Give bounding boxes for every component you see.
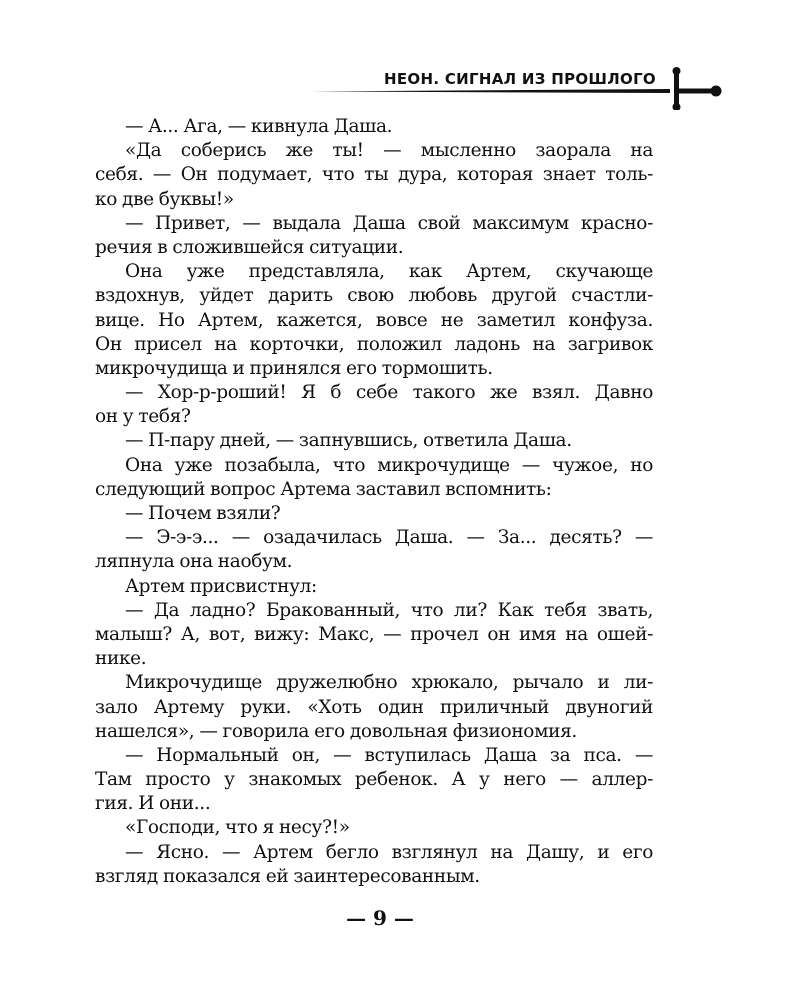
text-line: малыш? А, вот, вижу: Макс, — прочел он имя на ошей- [95, 623, 653, 645]
text-line: Микрочудище дружелюбно хрюкало, рычало и ли- [125, 672, 653, 694]
text-line: следующий вопрос Артема заставил вспомнить: [95, 478, 552, 500]
text-line: — Почем взяли? [125, 503, 281, 524]
text-line: Артем присвистнул: [125, 575, 317, 597]
text-line: Она уже представляла, как Артем, скучающе [125, 261, 653, 283]
text-line: — Э-э-э... — озадачилась Даша. — За... десять? — [125, 527, 653, 549]
running-head-title: НЕОН. СИГНАЛ ИЗ ПРОШЛОГО [384, 70, 656, 88]
text-line: — Да ладно? Бракованный, что ли? Как тебя звать, [125, 599, 653, 621]
text-line: «Да соберись же ты! — мысленно заорала на [125, 140, 653, 162]
text-line: — Привет, — выдала Даша свой максимум красно- [125, 212, 653, 234]
text-line: — Ясно. — Артем бегло взглянул на Дашу, и его [125, 841, 653, 863]
text-line: он у тебя? [95, 406, 191, 428]
text-line: вице. Но Артем, кажется, вовсе не заметил конфуза. [95, 309, 653, 331]
running-head [0, 66, 800, 106]
dagger-ornament-icon [310, 66, 730, 110]
text-line: — Нормальный он, — вступилась Даша за пса. — [125, 744, 653, 766]
text-line: нике. [95, 648, 147, 670]
body-text [95, 115, 653, 889]
text-line: ляпнула она наобум. [95, 551, 293, 573]
text-line: ко две буквы!» [95, 188, 234, 210]
text-line: гия. И они... [95, 793, 211, 815]
text-line: нашелся», — говорила его довольная физиономия. [95, 720, 577, 742]
text-line: Там просто у знакомых ребенок. А у него — аллер- [95, 769, 653, 791]
text-line: микрочудища и принялся его тормошить. [95, 357, 493, 379]
page-number: — 9 — [346, 906, 414, 930]
text-line: — А... Ага, — кивнула Даша. [125, 116, 393, 137]
text-line: речия в сложившейся ситуации. [95, 236, 404, 258]
text-line: вздохнув, уйдет дарить свою любовь другой счастли- [95, 285, 653, 307]
text-line: — Хор-р-роший! Я б себе такого же взял. Давно [125, 382, 653, 404]
text-line: «Господи, что я несу?!» [125, 817, 350, 839]
text-line: — П-пару дней, — запнувшись, ответила Даша. [125, 430, 572, 452]
text-line: зало Артему руки. «Хоть один приличный двуногий [95, 696, 653, 718]
text-line: Она уже позабыла, что микрочудище — чужое, но [125, 454, 653, 476]
text-line: Он присел на корточки, положил ладонь на загривок [95, 333, 653, 355]
text-line: взгляд показался ей заинтересованным. [95, 865, 480, 887]
text-line: себя. — Он подумает, что ты дура, которая знает толь- [95, 164, 653, 186]
